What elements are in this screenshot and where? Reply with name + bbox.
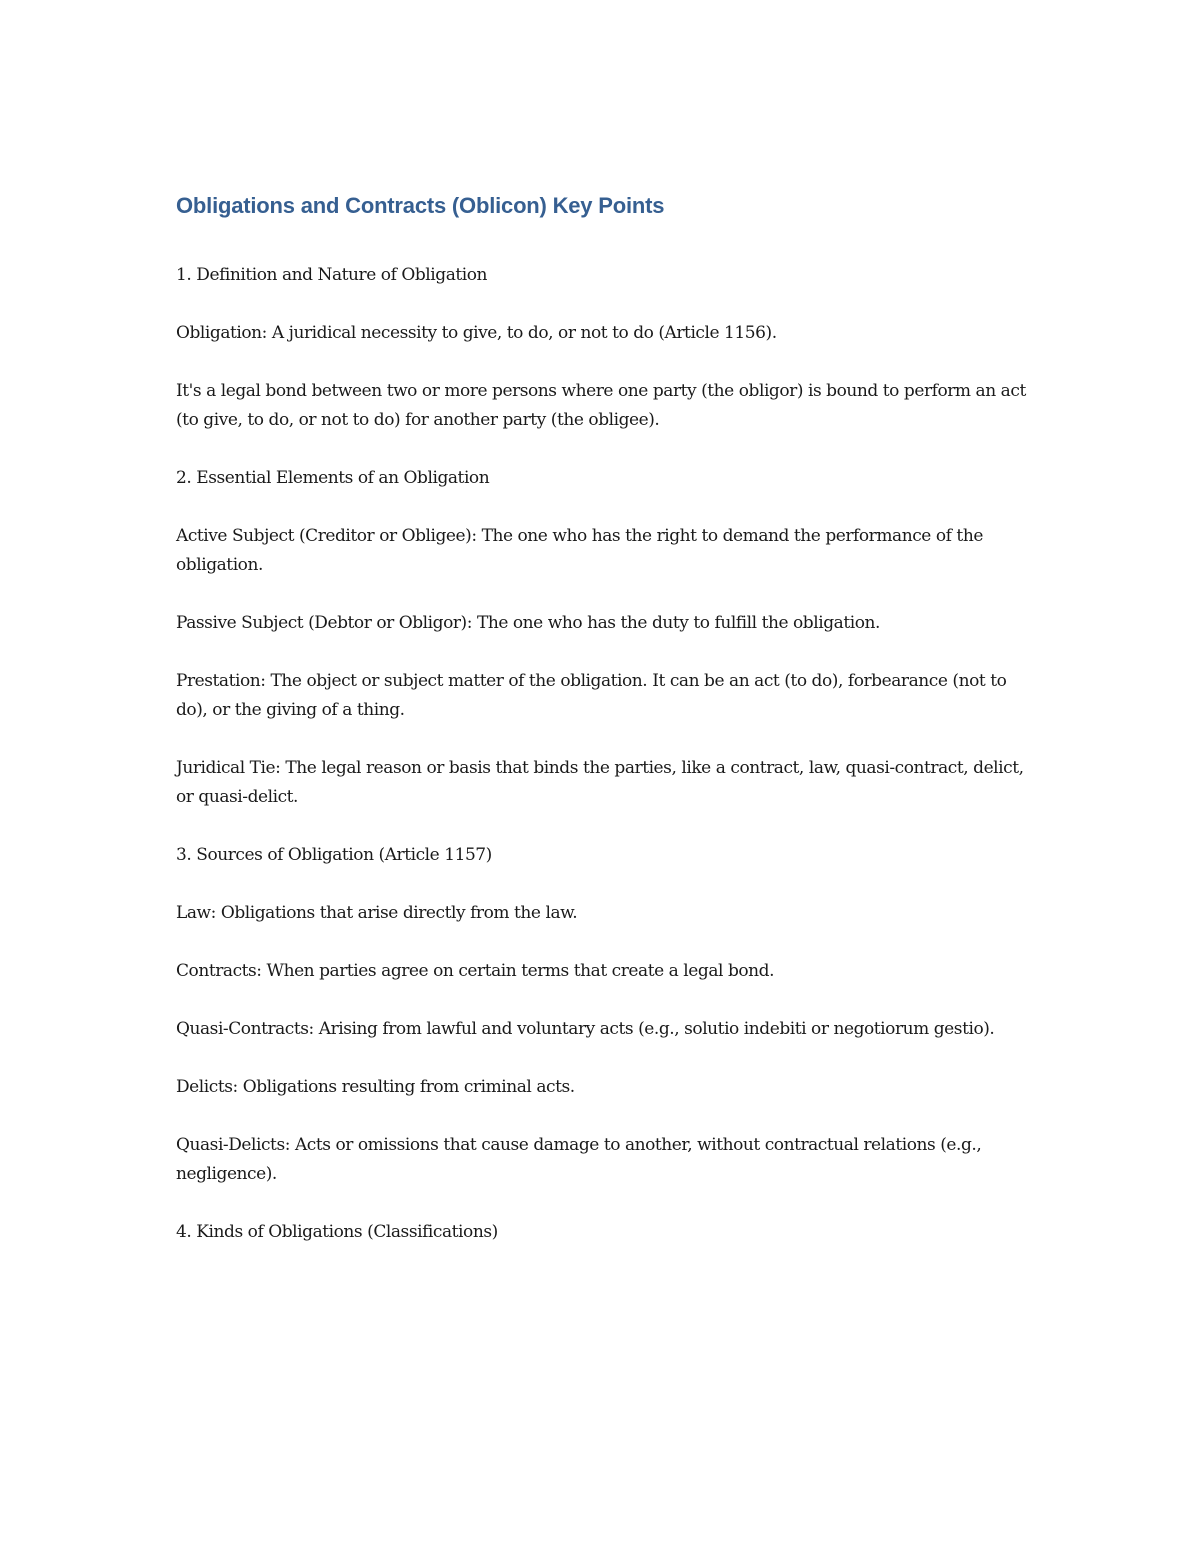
document-body — [176, 190, 1026, 1276]
paragraph: It's a legal bond between two or more persons where one party (the obligor) is bound to perform an act (to give, to do, or not to do) for another party (the obligee). — [176, 381, 1026, 430]
paragraph: Law: Obligations that arise directly from the law. — [176, 903, 578, 923]
paragraph: Juridical Tie: The legal reason or basis that binds the parties, like a contract, law, quasi-contract, delict, or quasi-delict. — [176, 758, 1024, 807]
paragraph: Prestation: The object or subject matter of the obligation. It can be an act (to do), forbearance (not to do), or the giving of a thing. — [176, 671, 1007, 720]
document-title: Obligations and Contracts (Oblicon) Key Points — [176, 193, 665, 218]
paragraph: Passive Subject (Debtor or Obligor): The one who has the duty to fulfill the obligation. — [176, 613, 880, 633]
section-heading: 1. Definition and Nature of Obligation — [176, 265, 488, 285]
paragraph: Delicts: Obligations resulting from criminal acts. — [176, 1077, 575, 1097]
section-heading: 2. Essential Elements of an Obligation — [176, 468, 490, 488]
section-heading: 4. Kinds of Obligations (Classifications) — [176, 1222, 498, 1242]
paragraph: Quasi-Delicts: Acts or omissions that cause damage to another, without contractual relations (e.g., negligence). — [176, 1135, 982, 1184]
paragraph: Active Subject (Creditor or Obligee): The one who has the right to demand the performance of the obligation. — [176, 526, 983, 575]
section-heading: 3. Sources of Obligation (Article 1157) — [176, 845, 492, 865]
paragraph: Obligation: A juridical necessity to give, to do, or not to do (Article 1156). — [176, 323, 777, 343]
section-sources — [176, 841, 1026, 1189]
section-kinds — [176, 1218, 1026, 1247]
section-essential-elements — [176, 464, 1026, 812]
paragraph: Quasi-Contracts: Arising from lawful and voluntary acts (e.g., solutio indebiti or negotiorum gestio). — [176, 1019, 995, 1039]
section-definition — [176, 261, 1026, 435]
paragraph: Contracts: When parties agree on certain terms that create a legal bond. — [176, 961, 775, 981]
